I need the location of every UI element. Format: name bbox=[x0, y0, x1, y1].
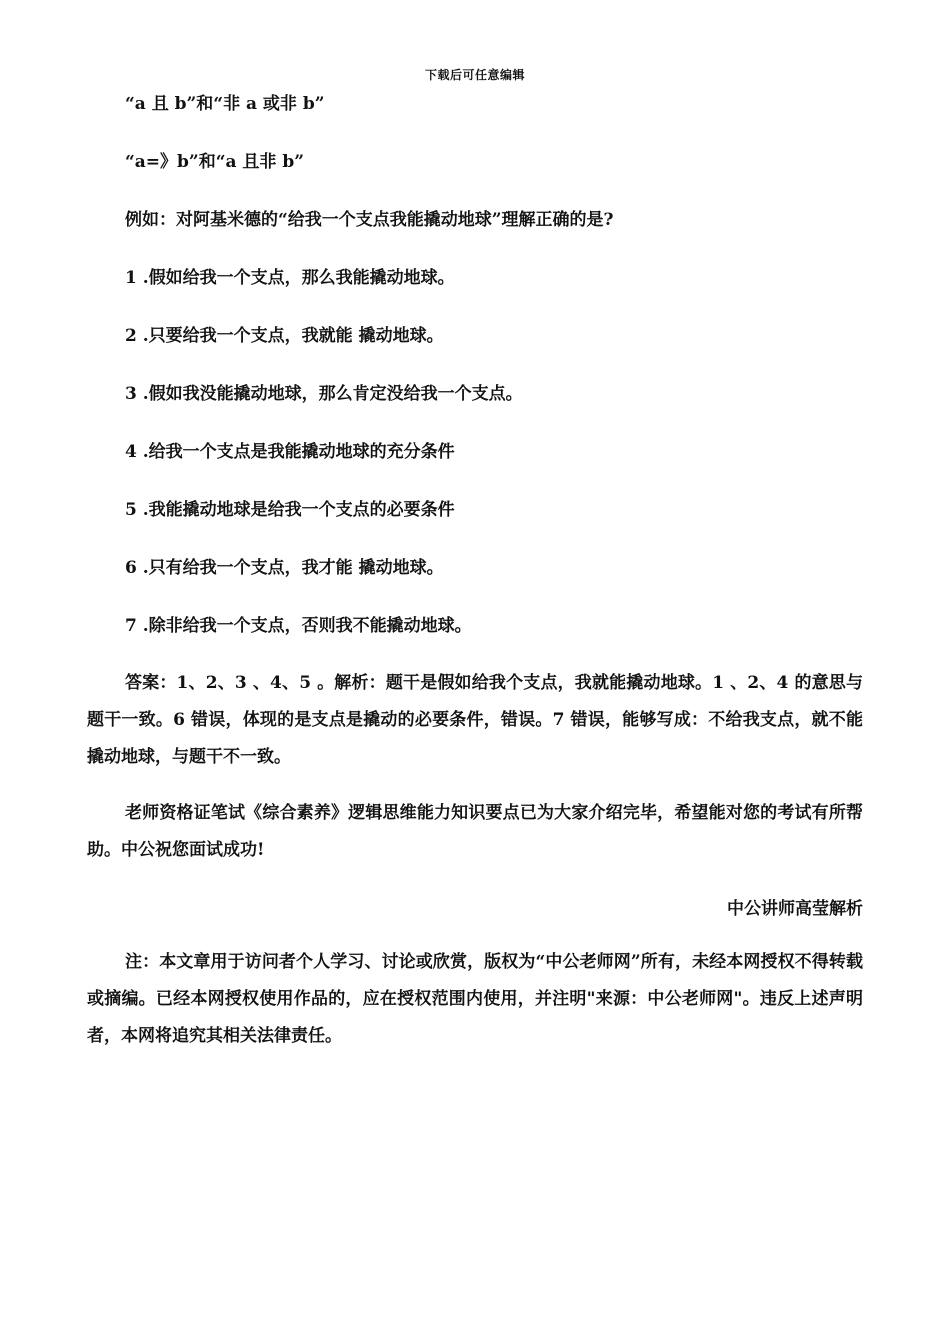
logic-pair-line-2: “a=》b”和“a 且非 b” bbox=[125, 152, 304, 172]
logic-pair-line-1: “a 且 b”和“非 a 或非 b” bbox=[125, 94, 325, 114]
document-body bbox=[87, 90, 863, 1055]
page-header: 下载后可任意编辑 bbox=[424, 68, 525, 82]
author-signature: 中公讲师高莹解析 bbox=[727, 899, 863, 919]
option-item-3: 3 .假如我没能撬动地球，那么肯定没给我一个支点。 bbox=[125, 384, 523, 404]
closing-paragraph: 老师资格证笔试《综合素养》逻辑思维能力知识要点已为大家介绍完毕，希望能对您的考试有所帮助。中公祝您面试成功! bbox=[87, 803, 863, 860]
answer-paragraph: 答案：1、2、3 、4、5 。解析：题干是假如给我个支点，我就能撬动地球。1 、2、4 的意思与题干一致。6 错误，体现的是支点是撬动的必要条件，错误。7 错误，能够写成：不给我支点，就不能撬动地球，与题干不一致。 bbox=[87, 673, 863, 767]
option-item-1: 1 .假如给我一个支点，那么我能撬动地球。 bbox=[125, 268, 455, 288]
option-item-7: 7 .除非给我一个支点，否则我不能撬动地球。 bbox=[125, 616, 472, 636]
option-item-5: 5 .我能撬动地球是给我一个支点的必要条件 bbox=[125, 500, 455, 520]
option-item-6: 6 .只有给我一个支点，我才能 撬动地球。 bbox=[125, 558, 444, 578]
option-item-2: 2 .只要给我一个支点，我就能 撬动地球。 bbox=[125, 326, 444, 346]
option-item-4: 4 .给我一个支点是我能撬动地球的充分条件 bbox=[125, 442, 455, 462]
example-question: 例如：对阿基米德的“给我一个支点我能撬动地球”理解正确的是? bbox=[125, 210, 614, 230]
copyright-note: 注：本文章用于访问者个人学习、讨论或欣赏，版权为“中公老师网”所有，未经本网授权不得转载或摘编。已经本网授权使用作品的，应在授权范围内使用，并注明"来源：中公老师网"。违反上述声明者，本网将追究其相关法律责任。 bbox=[87, 952, 863, 1046]
